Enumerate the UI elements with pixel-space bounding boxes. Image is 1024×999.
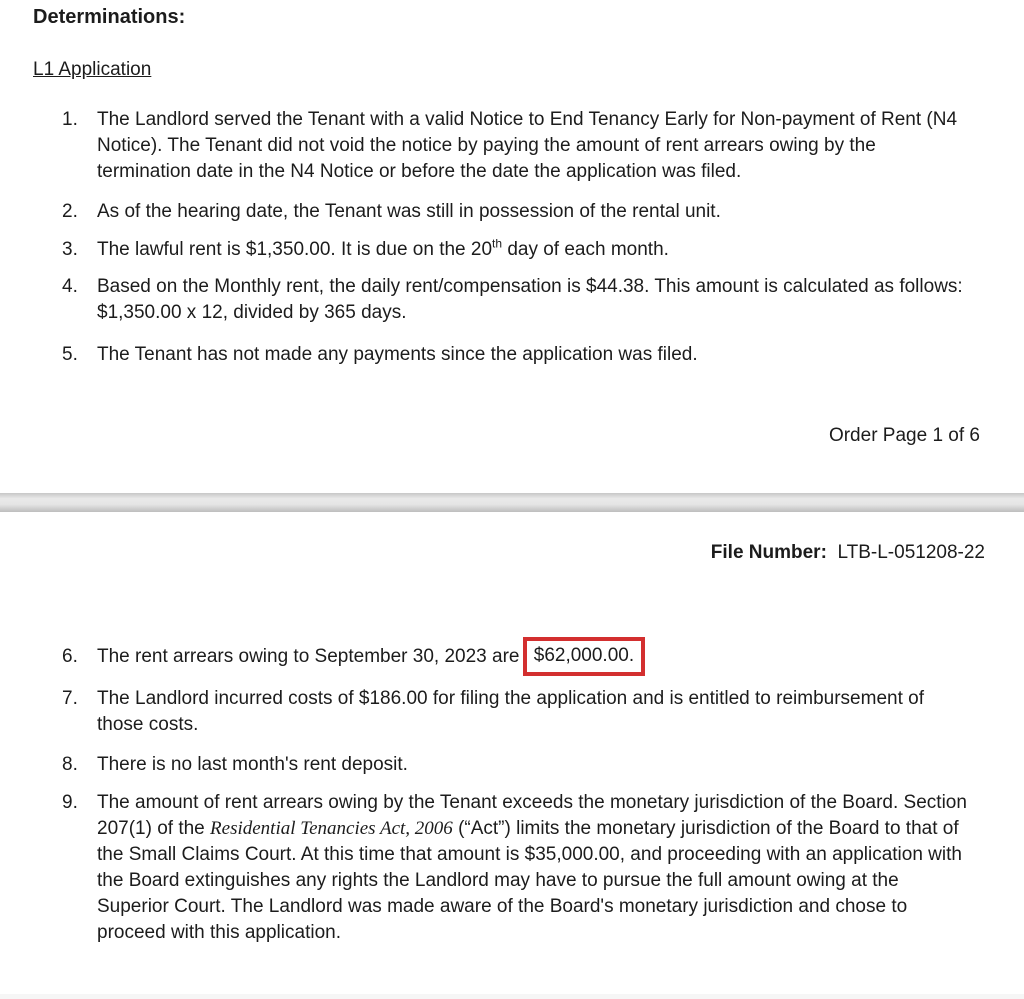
text-segment: The lawful rent is $1,350.00. It is due on the 20	[97, 239, 493, 260]
text-segment: The rent arrears owing to September 30, 2023 are	[97, 646, 525, 667]
list-item-number: 9.	[62, 792, 78, 813]
list-item-text: The Tenant has not made any payments since the application was filed.	[97, 344, 698, 365]
list-item-1	[0, 107, 1024, 185]
highlighted-amount-box: $62,000.00.	[523, 637, 645, 676]
list-item-text: The Landlord served the Tenant with a valid Notice to End Tenancy Early for Non-payment of Rent (N4 Notice). The Tenant did not void the notice by paying the amount of rent arrears owing by the termination date in the N4 Notice or before the date the application was filed.	[97, 109, 958, 182]
list-item-8	[0, 752, 1024, 778]
list-item-number: 5.	[62, 344, 78, 365]
text-segment: day of each month.	[502, 239, 669, 260]
list-item-number: 4.	[62, 276, 78, 297]
list-item-7	[0, 686, 1024, 738]
list-item-text	[97, 790, 967, 946]
text-segment: The amount of rent arrears owing by the Tenant exceeds the monetary jurisdiction of the Board. Section 207(1) of the	[97, 792, 967, 839]
statute-title-italic: Residential Tenancies Act, 2006	[210, 818, 453, 839]
list-item-number: 7.	[62, 688, 78, 709]
list-item-5	[0, 342, 1024, 368]
file-number-label: File Number:	[710, 542, 827, 563]
text-segment: (“Act”) limits the monetary jurisdiction of the Board to that of the Small Claims Court. At this time that amount is $35,000.00, and proceeding with an application with the Board extinguishes any rights the Landlord may have to pursue the full amount owing at the Superior Court. The Landlord was made aware of the Board's monetary jurisdiction and chose to proceed with this application.	[97, 818, 962, 943]
l1-application-heading: L1 Application	[33, 59, 152, 80]
list-item-number: 1.	[62, 109, 78, 130]
file-number-value: LTB-L-051208-22	[837, 542, 985, 563]
ordinal-superscript: th	[492, 236, 503, 251]
list-item-text: As of the hearing date, the Tenant was still in possession of the rental unit.	[97, 201, 721, 222]
list-item-number: 8.	[62, 754, 78, 775]
list-item-text: The Landlord incurred costs of $186.00 for filing the application and is entitled to reimbursement of those costs.	[97, 688, 924, 735]
list-item-number: 3.	[62, 239, 78, 260]
list-item-2	[0, 199, 1024, 225]
page-break-divider	[0, 493, 1024, 512]
list-item-3	[0, 237, 1024, 263]
list-item-text: Based on the Monthly rent, the daily rent/compensation is $44.38. This amount is calculated as follows: $1,350.00 x 12, divided by 365 days.	[97, 276, 963, 323]
determinations-heading: Determinations:	[33, 6, 186, 28]
list-item-6	[0, 644, 1024, 670]
list-item-number: 6.	[62, 646, 78, 667]
file-number-line	[0, 540, 1024, 566]
list-item-number: 2.	[62, 201, 78, 222]
list-item-text	[97, 644, 967, 670]
list-item-9	[0, 790, 1024, 946]
order-page-footer: Order Page 1 of 6	[828, 425, 980, 446]
document-page	[0, 4, 1024, 999]
list-item-4	[0, 274, 1024, 326]
list-item-text	[97, 237, 967, 263]
list-item-text: There is no last month's rent deposit.	[97, 754, 408, 775]
